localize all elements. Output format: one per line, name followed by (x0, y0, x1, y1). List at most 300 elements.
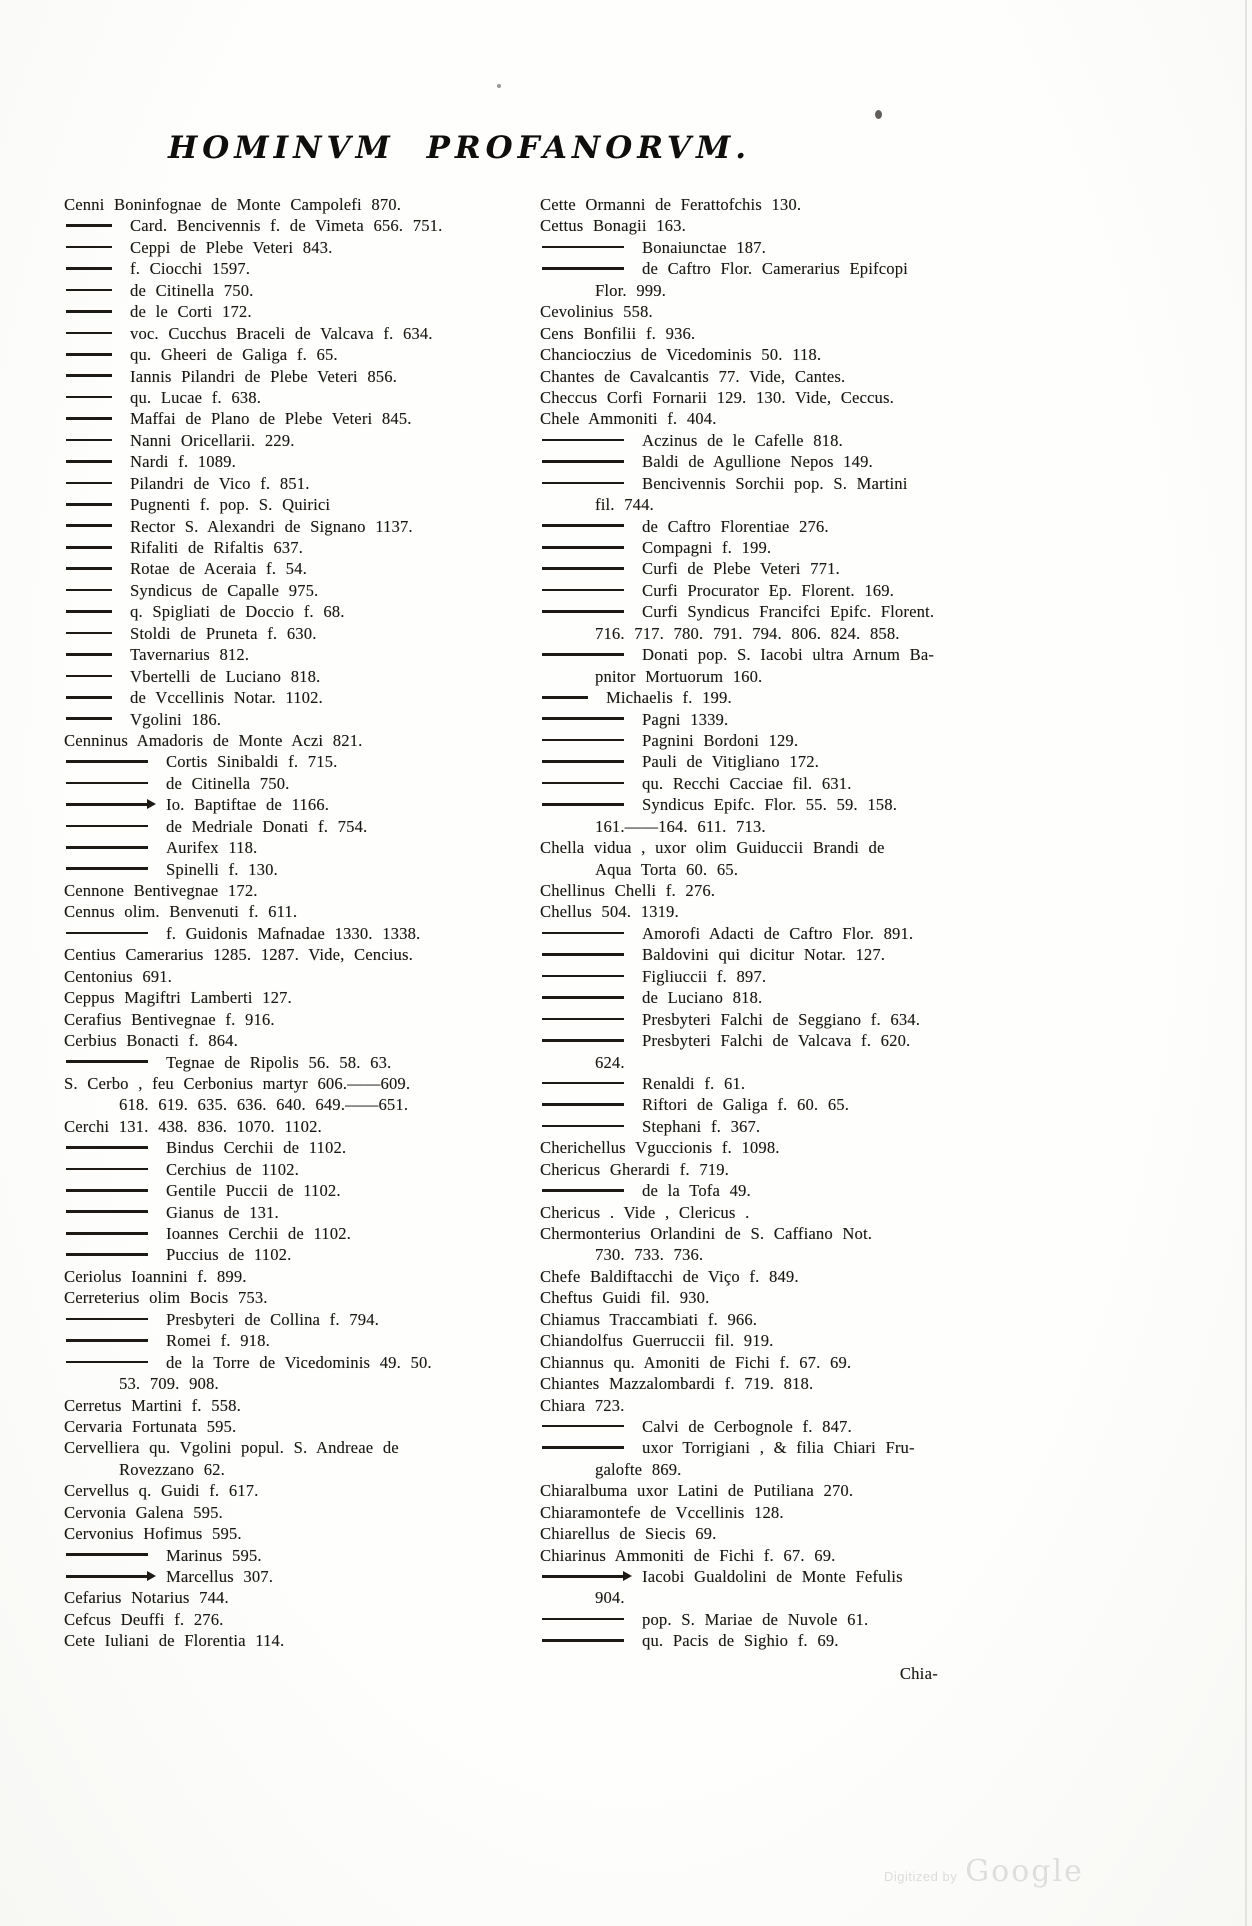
entry-text: Checcus Corfi Fornarii 129. 130. Vide, Ceccus. (540, 387, 894, 407)
entry-text: Rotae de Aceraia f. 54. (130, 559, 307, 579)
index-entry (64, 751, 536, 772)
entry-text: Pagnini Bordoni 129. (642, 730, 799, 750)
entry-text: Riftori de Galiga f. 60. 65. (642, 1095, 850, 1115)
index-entry (540, 944, 1020, 965)
index-entry (540, 473, 1020, 494)
leader-dash (66, 503, 112, 506)
index-entry (540, 1502, 1020, 1523)
ink-speck (875, 110, 882, 119)
entry-text: Cerretus Martini f. 558. (64, 1395, 241, 1415)
entry-text: Cefcus Deuffi f. 276. (64, 1609, 224, 1629)
index-entry (64, 1352, 536, 1373)
index-entry (540, 709, 1020, 730)
leader-dash (66, 546, 112, 549)
index-entry (540, 601, 1020, 622)
index-entry (540, 1244, 1020, 1265)
entry-text: Cortis Sinibaldi f. 715. (166, 752, 338, 772)
index-entry (540, 901, 1020, 922)
index-entry (540, 1480, 1020, 1501)
index-entry (64, 859, 536, 880)
leader-dash (66, 825, 148, 828)
index-entry (64, 687, 536, 708)
index-entry (540, 1266, 1020, 1287)
index-entry (540, 258, 1020, 279)
leader-dash (542, 717, 624, 720)
leader-dash (542, 653, 624, 656)
index-entry (64, 258, 536, 279)
index-entry (540, 751, 1020, 772)
index-entry (64, 709, 536, 730)
index-entry (540, 280, 1020, 301)
entry-text: de Medriale Donati f. 754. (166, 816, 368, 836)
index-entry (64, 1373, 536, 1394)
index-entry (64, 558, 536, 579)
index-entry (540, 966, 1020, 987)
entry-text: Vbertelli de Luciano 818. (130, 666, 321, 686)
index-entry (64, 1052, 536, 1073)
entry-text: fil. 744. (595, 495, 654, 515)
index-entry (540, 580, 1020, 601)
entry-text: S. Cerbo , feu Cerbonius martyr 606.——609. (64, 1073, 411, 1093)
entry-text: uxor Torrigiani , & filia Chiari Fru- (642, 1438, 915, 1458)
leader-dash (66, 482, 112, 485)
index-entry (540, 516, 1020, 537)
index-entry (540, 1352, 1020, 1373)
entry-text: Syndicus de Capalle 975. (130, 580, 319, 600)
index-entry (64, 794, 536, 815)
entry-text: Bencivennis Sorchii pop. S. Martini (642, 473, 908, 493)
entry-text: Centonius 691. (64, 966, 172, 986)
index-entry (64, 816, 536, 837)
index-entry (540, 323, 1020, 344)
index-entry (64, 580, 536, 601)
leader-dash (542, 1039, 624, 1042)
index-entry (64, 666, 536, 687)
entry-text: qu. Gheeri de Galiga f. 65. (130, 345, 338, 365)
entry-text: 730. 733. 736. (595, 1245, 704, 1265)
entry-text: galofte 869. (595, 1459, 682, 1479)
entry-text: 904. (595, 1588, 625, 1608)
entry-text: Presbyteri de Collina f. 794. (166, 1309, 379, 1329)
index-entry (64, 387, 536, 408)
leader-dash (66, 846, 148, 849)
index-entry (540, 1052, 1020, 1073)
index-column-right (540, 194, 1020, 1652)
index-entry (64, 1266, 536, 1287)
entry-text: Puccius de 1102. (166, 1245, 292, 1265)
entry-text: Cete Iuliani de Florentia 114. (64, 1631, 285, 1651)
entry-text: Pagni 1339. (642, 709, 729, 729)
leader-dash (66, 675, 112, 678)
entry-text: de la Tofa 49. (642, 1181, 751, 1201)
entry-text: Ceppus Magiftri Lamberti 127. (64, 988, 292, 1008)
entry-text: Cervonia Galena 595. (64, 1502, 223, 1522)
leader-dash (542, 524, 624, 527)
entry-text: Pugnenti f. pop. S. Quirici (130, 495, 331, 515)
index-entry (64, 215, 536, 236)
google-watermark (884, 1854, 1084, 1889)
entry-text: Baldovini qui dicitur Notar. 127. (642, 945, 886, 965)
index-entry (64, 1094, 536, 1115)
index-entry (540, 1009, 1020, 1030)
index-entry (540, 1437, 1020, 1458)
leader-dash (66, 267, 112, 270)
leader-dash (542, 439, 624, 442)
entry-text: Nanni Oricellarii. 229. (130, 430, 295, 450)
index-entry (540, 537, 1020, 558)
entry-text: qu. Lucae f. 638. (130, 387, 262, 407)
leader-dash (66, 717, 112, 720)
leader-dash (66, 1553, 148, 1556)
leader-dash (66, 589, 112, 592)
index-entry (540, 687, 1020, 708)
index-entry (64, 366, 536, 387)
entry-text: Rifaliti de Rifaltis 637. (130, 538, 303, 557)
index-entry (64, 301, 536, 322)
entry-text: Calvi de Cerbognole f. 847. (642, 1416, 852, 1436)
leader-dash (542, 1082, 624, 1085)
leader-dash (66, 867, 148, 870)
index-entry (64, 1587, 536, 1608)
index-entry (64, 773, 536, 794)
entry-text: Curfi Procurator Ep. Florent. 169. (642, 580, 895, 600)
index-entry (64, 923, 536, 944)
index-entry (540, 194, 1020, 215)
index-entry (64, 1137, 536, 1158)
entry-text: Iannis Pilandri de Plebe Veteri 856. (130, 366, 398, 386)
entry-text: Ceriolus Ioannini f. 899. (64, 1266, 247, 1286)
leader-dash (542, 803, 624, 806)
index-entry (64, 966, 536, 987)
entry-text: Aczinus de le Cafelle 818. (642, 430, 843, 450)
entry-text: Iacobi Gualdolini de Monte Fefulis (642, 1567, 903, 1586)
google-logo-text: Google (965, 1854, 1084, 1889)
entry-text: Chellus 504. 1319. (540, 902, 679, 922)
entry-text: Stephani f. 367. (642, 1116, 761, 1136)
leader-dash (542, 482, 624, 485)
entry-text: Amorofi Adacti de Caftro Flor. 891. (642, 923, 914, 943)
index-entry (64, 1073, 536, 1094)
leader-dash (542, 567, 624, 570)
entry-text: Chiarinus Ammoniti de Fichi f. 67. 69. (540, 1545, 836, 1565)
index-entry (540, 923, 1020, 944)
entry-text: Cerchi 131. 438. 836. 1070. 1102. (64, 1116, 322, 1136)
entry-text: qu. Recchi Cacciae fil. 631. (642, 773, 852, 793)
index-entry (540, 301, 1020, 322)
leader-dash (66, 1339, 148, 1342)
leader-dash (542, 1639, 624, 1642)
index-entry (540, 623, 1020, 644)
leader-dash (542, 246, 624, 249)
index-entry (64, 623, 536, 644)
entry-text: de la Torre de Vicedominis 49. 50. (166, 1352, 432, 1372)
index-entry (540, 1030, 1020, 1051)
entry-text: Curfi Syndicus Francifci Epifc. Florent. (642, 602, 935, 622)
leader-dash (66, 567, 112, 570)
entry-text: Chiarellus de Siecis 69. (540, 1524, 717, 1544)
index-entry (540, 494, 1020, 515)
index-entry (64, 1545, 536, 1566)
index-entry (64, 408, 536, 429)
entry-text: Ceppi de Plebe Veteri 843. (130, 237, 333, 257)
index-entry (64, 1630, 536, 1651)
entry-text: Cervonius Hofimus 595. (64, 1524, 242, 1544)
entry-text: Chiandolfus Guerruccii fil. 919. (540, 1331, 774, 1351)
index-entry (540, 880, 1020, 901)
entry-text: Chellinus Chelli f. 276. (540, 881, 716, 900)
index-entry (540, 730, 1020, 751)
index-entry (540, 837, 1020, 858)
index-entry (540, 1094, 1020, 1115)
entry-text: 716. 717. 780. 791. 794. 806. 824. 858. (595, 623, 900, 643)
index-entry (64, 1309, 536, 1330)
index-entry (540, 1523, 1020, 1544)
entry-text: Compagni f. 199. (642, 538, 772, 557)
entry-text: Cerbius Bonacti f. 864. (64, 1031, 238, 1051)
index-entry (540, 1330, 1020, 1351)
index-entry (540, 1180, 1020, 1201)
entry-text: Cevolinius 558. (540, 302, 653, 322)
index-entry (540, 1287, 1020, 1308)
index-entry (64, 1437, 536, 1458)
entry-text: Gentile Puccii de 1102. (166, 1181, 341, 1201)
entry-text: Chele Ammoniti f. 404. (540, 409, 717, 429)
leader-dash (542, 1446, 624, 1449)
entry-text: Cennone Bentivegnae 172. (64, 881, 258, 900)
entry-text: pnitor Mortuorum 160. (595, 666, 763, 686)
entry-text: Cefarius Notarius 744. (64, 1588, 229, 1608)
index-entry (64, 194, 536, 215)
entry-text: Aqua Torta 60. 65. (595, 859, 739, 879)
index-entry (540, 1223, 1020, 1244)
index-entry (64, 1030, 536, 1051)
entry-text: Cerafius Bentivegnae f. 916. (64, 1009, 275, 1029)
entry-text: de Citinella 750. (166, 773, 290, 793)
entry-text: Bindus Cerchii de 1102. (166, 1138, 347, 1158)
entry-text: Presbyteri Falchi de Valcava f. 620. (642, 1031, 911, 1051)
index-entry (64, 1502, 536, 1523)
entry-text: Chericus . Vide , Clericus . (540, 1202, 750, 1222)
index-entry (540, 1202, 1020, 1223)
entry-text: f. Guidonis Mafnadae 1330. 1338. (166, 923, 421, 943)
entry-text: Gianus de 131. (166, 1202, 279, 1222)
leader-dash-arrow (66, 1575, 148, 1578)
leader-dash (542, 1018, 624, 1021)
entry-text: de Citinella 750. (130, 280, 254, 300)
entry-text: Rovezzano 62. (119, 1459, 225, 1479)
index-entry (64, 987, 536, 1008)
leader-dash (66, 932, 148, 935)
index-entry (540, 1545, 1020, 1566)
leader-dash (66, 246, 112, 249)
index-entry (64, 1523, 536, 1544)
index-entry (64, 730, 536, 751)
entry-text: de Vccellinis Notar. 1102. (130, 688, 323, 708)
entry-text: de Caftro Florentiae 276. (642, 516, 829, 536)
index-entry (64, 451, 536, 472)
index-entry (64, 537, 536, 558)
entry-text: Flor. 999. (595, 280, 666, 300)
entry-text: de le Corti 172. (130, 302, 252, 322)
index-entry (540, 215, 1020, 236)
index-entry (64, 880, 536, 901)
index-entry (540, 366, 1020, 387)
digitized-by-text: Digitized by (884, 1869, 958, 1884)
leader-dash (66, 610, 112, 613)
entry-text: Cenninus Amadoris de Monte Aczi 821. (64, 730, 363, 750)
index-entry (64, 344, 536, 365)
leader-dash (66, 653, 112, 656)
index-entry (540, 644, 1020, 665)
entry-text: Maffai de Plano de Plebe Veteri 845. (130, 409, 412, 429)
index-entry (540, 387, 1020, 408)
index-entry (64, 944, 536, 965)
entry-text: Spinelli f. 130. (166, 859, 278, 879)
index-entry (64, 1009, 536, 1030)
entry-text: voc. Cucchus Braceli de Valcava f. 634. (130, 323, 433, 343)
leader-dash (66, 1210, 148, 1213)
entry-text: Chiantes Mazzalombardi f. 719. 818. (540, 1374, 814, 1394)
leader-dash (66, 524, 112, 527)
entry-text: Chefe Baldiftacchi de Viço f. 849. (540, 1266, 799, 1286)
entry-text: de Caftro Flor. Camerarius Epifcopi (642, 259, 908, 279)
catchword: Chia- (899, 1664, 938, 1683)
leader-dash (66, 460, 112, 463)
index-entry (64, 494, 536, 515)
entry-text: de Luciano 818. (642, 988, 763, 1008)
entry-text: q. Spigliati de Doccio f. 68. (130, 602, 345, 622)
entry-text: Chiannus qu. Amoniti de Fichi f. 67. 69. (540, 1352, 852, 1372)
index-entry (64, 323, 536, 344)
entry-text: Chella vidua , uxor olim Guiduccii Brandi de (540, 838, 885, 858)
entry-text: Donati pop. S. Iacobi ultra Arnum Ba- (642, 645, 935, 665)
leader-dash (66, 353, 112, 356)
index-entry (64, 280, 536, 301)
entry-text: Michaelis f. 199. (606, 688, 732, 708)
entry-text: Romei f. 918. (166, 1331, 270, 1351)
leader-dash (66, 1146, 148, 1149)
leader-dash (542, 460, 624, 463)
index-entry (540, 451, 1020, 472)
leader-dash (542, 1425, 624, 1428)
index-entry (64, 473, 536, 494)
entry-text: Chiara 723. (540, 1395, 625, 1415)
entry-text: Cenni Boninfognae de Monte Campolefi 870. (64, 195, 402, 214)
index-entry (64, 516, 536, 537)
leader-dash (66, 310, 112, 313)
leader-dash (66, 289, 112, 292)
index-entry (540, 859, 1020, 880)
index-entry (540, 666, 1020, 687)
index-entry (540, 987, 1020, 1008)
entry-text: Curfi de Plebe Veteri 771. (642, 559, 840, 579)
leader-dash (66, 417, 112, 420)
entry-text: Baldi de Agullione Nepos 149. (642, 452, 873, 472)
entry-text: Centius Camerarius 1285. 1287. Vide, Cencius. (64, 945, 413, 965)
leader-dash (66, 1318, 148, 1321)
entry-text: Rector S. Alexandri de Signano 1137. (130, 516, 413, 536)
index-entry (540, 1566, 1020, 1587)
leader-dash (66, 1253, 148, 1256)
index-entry (64, 1416, 536, 1437)
entry-text: Cennus olim. Benvenuti f. 611. (64, 902, 298, 922)
entry-text: Chancioczius de Vicedominis 50. 118. (540, 345, 822, 365)
entry-text: 53. 709. 908. (119, 1374, 219, 1394)
index-entry (540, 1416, 1020, 1437)
index-entry (64, 430, 536, 451)
entry-text: Chiamus Traccambiati f. 966. (540, 1309, 758, 1329)
index-entry (540, 1309, 1020, 1330)
entry-text: Cerreterius olim Bocis 753. (64, 1288, 268, 1308)
entry-text: Marinus 595. (166, 1545, 262, 1565)
entry-text: Pilandri de Vico f. 851. (130, 473, 310, 493)
entry-text: Cerchius de 1102. (166, 1159, 299, 1179)
entry-text: Pauli de Vitigliano 172. (642, 752, 820, 772)
entry-text: Figliuccii f. 897. (642, 966, 767, 986)
leader-dash (66, 1189, 148, 1192)
leader-dash (542, 996, 624, 999)
index-entry (64, 1330, 536, 1351)
entry-text: Aurifex 118. (166, 838, 258, 858)
entry-text: Cervellus q. Guidi f. 617. (64, 1481, 259, 1501)
leader-dash-arrow (542, 1575, 624, 1578)
index-entry (64, 1566, 536, 1587)
index-entry (540, 1116, 1020, 1137)
scan-edge-line (1245, 0, 1247, 1926)
entry-text: 618. 619. 635. 636. 640. 649.——651. (119, 1095, 409, 1115)
leader-dash (542, 782, 624, 785)
index-entry (64, 1180, 536, 1201)
entry-text: Cervaria Fortunata 595. (64, 1416, 237, 1436)
leader-dash (66, 696, 112, 699)
leader-dash (66, 439, 112, 442)
index-entry (540, 1159, 1020, 1180)
ink-speck (497, 84, 501, 88)
entry-text: qu. Pacis de Sighio f. 69. (642, 1631, 839, 1651)
index-entry (64, 1395, 536, 1416)
leader-dash (542, 610, 624, 613)
index-entry (540, 408, 1020, 429)
index-entry (64, 837, 536, 858)
leader-dash (542, 953, 624, 956)
entry-text: Bonaiunctae 187. (642, 237, 766, 257)
leader-dash (66, 224, 112, 227)
entry-text: 624. (595, 1052, 625, 1072)
index-entry (540, 237, 1020, 258)
leader-dash (542, 760, 624, 763)
index-entry (540, 1630, 1020, 1651)
entry-text: 161.——164. 611. 713. (595, 816, 766, 836)
entry-text: Card. Bencivennis f. de Vimeta 656. 751. (130, 216, 443, 236)
entry-text: Stoldi de Pruneta f. 630. (130, 623, 317, 643)
index-entry (540, 773, 1020, 794)
entry-text: Io. Baptiftae de 1166. (166, 795, 330, 815)
index-entry (64, 1244, 536, 1265)
index-entry (64, 237, 536, 258)
leader-dash (66, 1361, 148, 1364)
entry-text: Chiaramontefe de Vccellinis 128. (540, 1502, 784, 1522)
leader-dash (66, 632, 112, 635)
entry-text: Tegnae de Ripolis 56. 58. 63. (166, 1052, 392, 1072)
entry-text: Cervelliera qu. Vgolini popul. S. Andreae de (64, 1438, 399, 1458)
index-entry (64, 1202, 536, 1223)
entry-text: Cettus Bonagii 163. (540, 216, 686, 236)
leader-dash (66, 374, 112, 377)
leader-dash (542, 1189, 624, 1192)
entry-text: Presbyteri Falchi de Seggiano f. 634. (642, 1009, 921, 1029)
leader-dash (542, 696, 588, 699)
leader-dash (542, 546, 624, 549)
